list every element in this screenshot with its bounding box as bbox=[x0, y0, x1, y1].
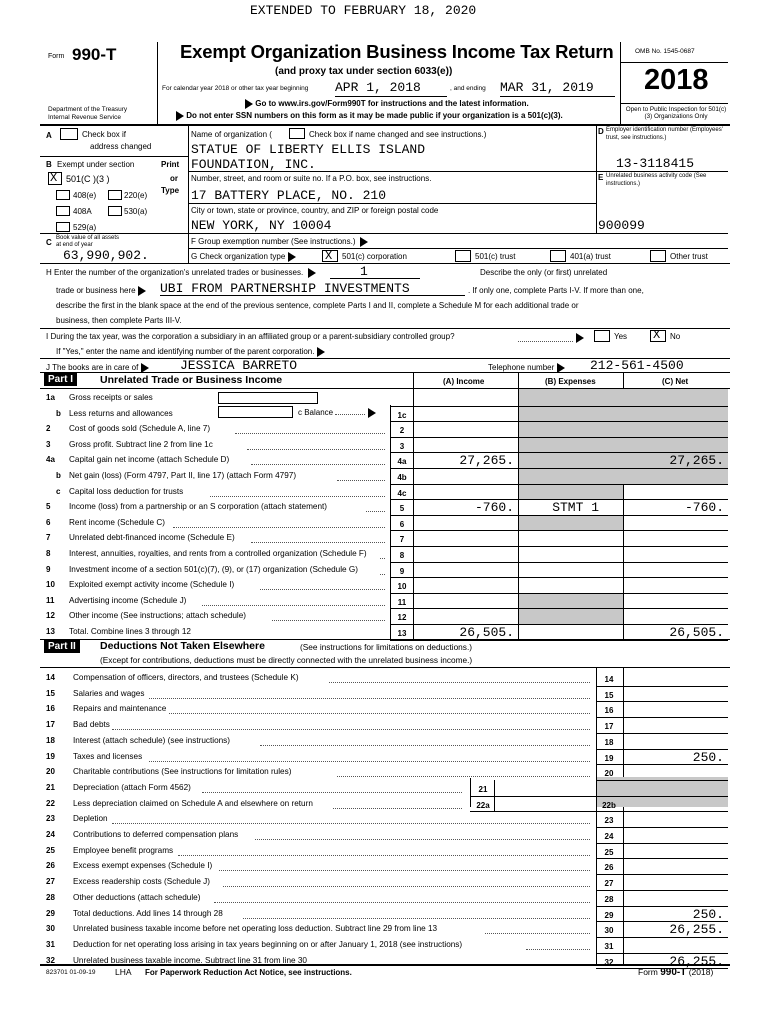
inner-box-number: 22a bbox=[476, 800, 490, 810]
book-value-label1: Book value of all assets bbox=[56, 235, 120, 241]
line-label: Interest (attach schedule) (see instructions) bbox=[73, 735, 230, 745]
line-number: 12 bbox=[46, 611, 55, 621]
ein-label: Employer identification number (Employees' trust, see instructions.) bbox=[606, 127, 723, 141]
dept-line2: Internal Revenue Service bbox=[48, 114, 121, 121]
goto-line bbox=[245, 99, 529, 109]
line-box-number: 9 bbox=[399, 566, 405, 576]
line-box-number: 29 bbox=[604, 910, 614, 920]
and-ending-label: , and ending bbox=[450, 85, 486, 92]
line-box-number: 26 bbox=[604, 863, 614, 873]
i-no-check-mark: X bbox=[653, 328, 661, 342]
j-text: J The books are in care of bbox=[46, 363, 139, 373]
arrow-icon bbox=[288, 252, 296, 262]
deduction-amount: 26,255. bbox=[669, 922, 724, 938]
line-box-number: 25 bbox=[604, 847, 614, 857]
exempt-under-label: Exempt under section bbox=[57, 160, 135, 169]
org-name-line1: STATUE OF LIBERTY ELLIS ISLAND bbox=[191, 142, 426, 157]
line-number: 9 bbox=[46, 564, 51, 574]
line-label: Excess readership costs (Schedule J) bbox=[73, 877, 210, 887]
line-number: 17 bbox=[46, 720, 55, 730]
line-number: 30 bbox=[46, 924, 55, 934]
line-label: Less returns and allowances bbox=[69, 408, 173, 418]
i-arrow bbox=[576, 332, 584, 343]
line-number: 8 bbox=[46, 549, 51, 558]
line-label: Excess exempt expenses (Schedule I) bbox=[73, 861, 213, 871]
line-number: 7 bbox=[46, 533, 51, 543]
f-text: F Group exemption number (See instructions.) bbox=[191, 237, 356, 247]
line-number: 6 bbox=[46, 517, 51, 527]
part2-title: Deductions Not Taken Elsewhere bbox=[100, 640, 265, 652]
phone-number: 212-561-4500 bbox=[590, 358, 684, 373]
line-label: Net gain (loss) (Form 4797, Part II, line 17) (attach Form 4797) bbox=[69, 471, 297, 480]
line-box-number: 17 bbox=[604, 722, 614, 732]
line-number: 31 bbox=[46, 939, 55, 949]
line-label: Capital gain net income (attach Schedule D) bbox=[69, 455, 230, 465]
line-label: Investment income of a section 501(c)(7), (9), or (17) organization (Schedule G) bbox=[69, 564, 358, 574]
h-trade-text: trade or business here bbox=[56, 286, 136, 296]
balance-label bbox=[298, 408, 376, 418]
line-label: Income (loss) from a partnership or an S corporation (attach statement) bbox=[69, 502, 328, 512]
or-label: or bbox=[170, 174, 178, 183]
401a-trust-checkbox[interactable] bbox=[550, 250, 566, 262]
line-number: 14 bbox=[46, 673, 55, 682]
h-text: H Enter the number of the organization's unrelated trades or businesses. bbox=[46, 268, 304, 278]
col-a-header: (A) Income bbox=[443, 377, 485, 386]
deduction-amount: 250. bbox=[692, 749, 724, 765]
line-box-number: 18 bbox=[604, 737, 614, 747]
line-number: 25 bbox=[46, 845, 55, 855]
form-label: Form bbox=[48, 53, 65, 60]
line-label: Cost of goods sold (Schedule A, line 7) bbox=[69, 424, 211, 434]
line-box-number: 22b bbox=[602, 800, 616, 810]
line-number: 13 bbox=[46, 627, 55, 636]
501c-trust-label: 501(c) trust bbox=[475, 252, 516, 261]
net-amount: 27,265. bbox=[669, 453, 724, 469]
line-label: Unrelated business taxable income. Subtract line 31 from line 30 bbox=[73, 955, 307, 965]
letter-e: E bbox=[598, 173, 604, 182]
j-books-name: JESSICA BARRETO bbox=[180, 358, 298, 373]
line-number: 11 bbox=[46, 595, 55, 605]
line-number: 2 bbox=[46, 424, 51, 434]
line-number: 23 bbox=[46, 814, 55, 824]
part2-title-note: (See instructions for limitations on deductions.) bbox=[300, 642, 473, 652]
expenses-amount: STMT 1 bbox=[552, 500, 599, 516]
line-box-number: 30 bbox=[604, 926, 614, 936]
line-box-number: 12 bbox=[397, 613, 407, 623]
line-label: Charitable contributions (See instructions for limitation rules) bbox=[73, 767, 292, 777]
line-label: Repairs and maintenance bbox=[73, 704, 167, 714]
arrow-icon bbox=[576, 333, 584, 343]
line-label: Gross receipts or sales bbox=[69, 393, 153, 402]
line-number: 29 bbox=[46, 908, 55, 918]
line-box-number: 20 bbox=[604, 769, 614, 779]
line-label: Advertising income (Schedule J) bbox=[69, 595, 187, 605]
deduction-amount: 26,255. bbox=[669, 953, 724, 969]
h-line4: business, then complete Parts III-V. bbox=[56, 316, 182, 325]
501c-trust-checkbox[interactable] bbox=[455, 250, 471, 262]
408e-checkbox[interactable] bbox=[56, 190, 70, 200]
deduction-amount: 250. bbox=[692, 906, 724, 922]
line-number: b bbox=[56, 471, 61, 480]
line-box-number: 14 bbox=[604, 675, 614, 684]
letter-d: D bbox=[598, 127, 604, 136]
408a-label: 408A bbox=[73, 207, 92, 216]
line-box-number: 32 bbox=[604, 957, 614, 967]
i-no-label: No bbox=[670, 332, 681, 341]
line-box-number: 23 bbox=[604, 816, 614, 826]
ein-value: 13-3118415 bbox=[616, 156, 695, 171]
footer-form bbox=[638, 967, 713, 978]
inner-box-number: 21 bbox=[478, 784, 488, 794]
line-label: Depletion bbox=[73, 814, 108, 824]
h-describe-label: Describe the only (or first) unrelated bbox=[480, 268, 608, 277]
line-label: Bad debts bbox=[73, 720, 110, 730]
paperwork-notice: For Paperwork Reduction Act Notice, see instructions. bbox=[145, 968, 352, 977]
omb-number: OMB No. 1545-0687 bbox=[635, 48, 695, 55]
h-trade-label bbox=[56, 286, 146, 296]
line-number: 16 bbox=[46, 704, 55, 714]
408a-checkbox[interactable] bbox=[56, 206, 70, 216]
line-label: Total deductions. Add lines 14 through 28 bbox=[73, 908, 223, 918]
501c-label: 501(C )(3 ) bbox=[66, 174, 110, 184]
type-label: Type bbox=[161, 186, 180, 195]
footer-lha: LHA bbox=[115, 967, 132, 977]
gross-receipts-input[interactable] bbox=[218, 392, 318, 404]
line-number: 15 bbox=[46, 688, 55, 698]
line-label: Exploited exempt activity income (Schedule I) bbox=[69, 580, 235, 590]
print-label: Print bbox=[161, 160, 180, 169]
line-box-number: 8 bbox=[399, 551, 405, 560]
arrow-icon bbox=[308, 268, 316, 278]
tax-year: 2018 bbox=[644, 64, 709, 96]
i-line2-text: If "Yes," enter the name and identifying number of the parent corporation. bbox=[56, 347, 315, 357]
letter-b: B bbox=[46, 160, 52, 169]
line-label: Total. Combine lines 3 through 12 bbox=[69, 627, 191, 636]
501c-check-mark: X bbox=[50, 171, 58, 185]
529a-checkbox[interactable] bbox=[56, 222, 70, 232]
line-label: Unrelated business taxable income before net operating loss deduction. Subtract line 29 from line 13 bbox=[73, 924, 438, 934]
address-label: Number, street, and room or suite no. If a P.O. box, see instructions. bbox=[191, 174, 432, 183]
line-number: 32 bbox=[46, 955, 55, 965]
end-date: MAR 31, 2019 bbox=[500, 80, 594, 95]
line-box-number: 4a bbox=[397, 457, 407, 467]
shaded-area-2 bbox=[519, 484, 623, 500]
line-box-number: 31 bbox=[604, 941, 614, 951]
balance-text: c Balance bbox=[298, 408, 334, 418]
name-changed-checkbox[interactable] bbox=[289, 128, 305, 139]
line-label: Salaries and wages bbox=[73, 688, 145, 698]
ssn-line bbox=[176, 111, 563, 121]
line-number: 28 bbox=[46, 892, 55, 902]
begin-date: APR 1, 2018 bbox=[335, 80, 421, 95]
ssn-text: Do not enter SSN numbers on this form as it may be made public if your organization is a 501(c)(3). bbox=[186, 111, 563, 121]
form-number: 990-T bbox=[72, 45, 117, 64]
part2-subnote: (Except for contributions, deductions must be directly connected with the unrelated business income.) bbox=[100, 655, 473, 665]
line-box-number: 19 bbox=[604, 753, 614, 763]
arrow-icon bbox=[317, 347, 325, 357]
check-label1: Check box if bbox=[82, 130, 127, 139]
line-box-number: 16 bbox=[604, 706, 614, 716]
line-number: 18 bbox=[46, 735, 55, 745]
col-b-header: (B) Expenses bbox=[545, 377, 596, 386]
line-box-number: 1c bbox=[397, 410, 407, 420]
501c-corp-label: 501(c) corporation bbox=[342, 252, 407, 261]
line-box-number: 15 bbox=[604, 690, 614, 700]
530a-label: 530(a) bbox=[124, 207, 148, 216]
part1-label: Part I bbox=[44, 373, 77, 386]
income-amount: 27,265. bbox=[459, 453, 514, 469]
line-box-number: 4c bbox=[397, 488, 407, 498]
line-label: Depreciation (attach Form 4562) bbox=[73, 782, 191, 792]
footer-code: 823701 01-09-19 bbox=[46, 969, 96, 976]
line-box-number: 5 bbox=[399, 504, 405, 514]
line-label: Taxes and licenses bbox=[73, 751, 143, 761]
line-label: Less depreciation claimed on Schedule A and elsewhere on return bbox=[73, 798, 313, 808]
line-label: Interest, annuities, royalties, and rents from a controlled organization (Schedule F) bbox=[69, 549, 367, 558]
org-city: NEW YORK, NY 10004 bbox=[191, 218, 332, 233]
line-number: 20 bbox=[46, 767, 55, 777]
h-business-count: 1 bbox=[360, 264, 368, 279]
letter-c: C bbox=[46, 238, 52, 247]
col-c-header: (C) Net bbox=[662, 377, 689, 386]
book-value: 63,990,902. bbox=[63, 248, 149, 263]
extended-note: EXTENDED TO FEBRUARY 18, 2020 bbox=[250, 3, 477, 18]
form-subtitle: (and proxy tax under section 6033(e)) bbox=[275, 66, 453, 77]
line-box-number: 27 bbox=[604, 879, 614, 889]
220e-label: 220(e) bbox=[124, 191, 148, 200]
h-business-description: UBI FROM PARTNERSHIP INVESTMENTS bbox=[160, 281, 410, 296]
arrow-icon bbox=[176, 111, 184, 121]
line-label: Other income (See instructions; attach schedule) bbox=[69, 611, 247, 621]
net-amount: -760. bbox=[684, 500, 724, 516]
line-number: c bbox=[56, 486, 61, 496]
footer-form-label: Form bbox=[638, 967, 658, 977]
group-exemption-label bbox=[191, 237, 368, 247]
line-label: Capital loss deduction for trusts bbox=[69, 486, 184, 496]
income-amount: 26,505. bbox=[459, 625, 514, 640]
401a-trust-label: 401(a) trust bbox=[570, 252, 611, 261]
g-text: G Check organization type bbox=[191, 252, 286, 262]
line-box-number: 24 bbox=[604, 832, 614, 841]
220e-checkbox[interactable] bbox=[108, 190, 122, 200]
arrow-icon bbox=[245, 99, 253, 109]
i-question: I During the tax year, was the corporation a subsidiary in an affiliated group or a parent-subsidiary controlled group? bbox=[46, 332, 455, 341]
name-changed-label: Check box if name changed and see instructions.) bbox=[309, 130, 487, 139]
408e-label: 408(e) bbox=[73, 191, 97, 200]
line-number: 27 bbox=[46, 877, 55, 887]
phone-label-text: Telephone number bbox=[488, 363, 555, 373]
line-box-number: 2 bbox=[399, 426, 405, 436]
h-question bbox=[46, 268, 316, 278]
activity-code-label: Unrelated business activity code (See instructions.) bbox=[606, 173, 707, 187]
line-number: b bbox=[56, 408, 61, 418]
arrow-icon bbox=[360, 237, 368, 247]
line-number: 3 bbox=[46, 439, 51, 449]
line-number: 21 bbox=[46, 782, 55, 792]
line-number: 19 bbox=[46, 751, 55, 761]
goto-text: Go to www.irs.gov/Form990T for instructions and the latest information. bbox=[255, 99, 529, 109]
form-title: Exempt Organization Business Income Tax Return bbox=[180, 41, 614, 62]
line-number: 24 bbox=[46, 830, 55, 839]
org-name-label: Name of organization ( bbox=[191, 130, 272, 139]
529a-label: 529(a) bbox=[73, 223, 97, 232]
line-label: Employee benefit programs bbox=[73, 845, 174, 855]
line-box-number: 13 bbox=[397, 629, 407, 638]
line-box-number: 28 bbox=[604, 894, 614, 904]
activity-code: 900099 bbox=[598, 218, 645, 233]
net-amount: 26,505. bbox=[669, 625, 724, 640]
org-name-line2: FOUNDATION, INC. bbox=[191, 157, 316, 172]
shaded-area-3 bbox=[519, 516, 623, 531]
other-trust-checkbox[interactable] bbox=[650, 250, 666, 262]
calendar-line: For calendar year 2018 or other tax year beginning bbox=[162, 85, 309, 92]
line-number: 5 bbox=[46, 502, 51, 512]
arrow-icon bbox=[368, 408, 376, 418]
letter-a: A bbox=[46, 131, 52, 140]
income-amount: -760. bbox=[474, 500, 514, 516]
footer-year: (2018) bbox=[688, 967, 714, 977]
line-number: 26 bbox=[46, 861, 55, 871]
line-number: 4a bbox=[46, 455, 55, 465]
h-line3: describe the first in the blank space at the end of the previous sentence, complete Parts I and II, complete a Schedule M for each additional trade or bbox=[56, 301, 579, 310]
line-label: Other deductions (attach schedule) bbox=[73, 892, 201, 902]
line-box-number: 4b bbox=[397, 473, 407, 482]
footer-form-number: 990-T bbox=[660, 967, 687, 978]
i-yes-checkbox[interactable] bbox=[594, 330, 610, 342]
i-line2 bbox=[56, 347, 325, 357]
address-changed-checkbox[interactable] bbox=[60, 128, 78, 140]
line-box-number: 3 bbox=[399, 441, 405, 451]
returns-allowances-input[interactable] bbox=[218, 406, 293, 418]
line-label: Unrelated debt-financed income (Schedule E) bbox=[69, 533, 235, 543]
part2-label: Part II bbox=[44, 640, 80, 653]
open-to-public: Open to Public Inspection for 501(c)(3) Organizations Only bbox=[625, 106, 727, 120]
line-box-number: 11 bbox=[397, 597, 407, 607]
dept-line1: Department of the Treasury bbox=[48, 106, 128, 113]
i-yes-label: Yes bbox=[614, 332, 628, 341]
501c-corp-check-mark: X bbox=[325, 249, 333, 263]
line-label: Rent income (Schedule C) bbox=[69, 517, 166, 527]
line-number: 22 bbox=[46, 798, 55, 808]
h-line2-suffix: . If only one, complete Parts I-V. If more than one, bbox=[468, 286, 644, 295]
book-value-label2: at end of year bbox=[56, 242, 93, 248]
city-label: City or town, state or province, country, and ZIP or foreign postal code bbox=[191, 206, 439, 215]
org-type-label bbox=[191, 252, 296, 262]
line-label: Gross profit. Subtract line 2 from line 1c bbox=[69, 439, 213, 449]
line-label: Contributions to deferred compensation plans bbox=[73, 830, 239, 839]
line-number: 10 bbox=[46, 580, 55, 590]
org-address: 17 BATTERY PLACE, NO. 210 bbox=[191, 188, 387, 203]
line-box-number: 6 bbox=[399, 519, 405, 529]
530a-checkbox[interactable] bbox=[108, 206, 122, 216]
line-number: 1a bbox=[46, 393, 55, 402]
arrow-icon bbox=[138, 286, 146, 296]
line-box-number: 10 bbox=[397, 582, 407, 592]
line-label: Compensation of officers, directors, and trustees (Schedule K) bbox=[73, 673, 299, 682]
part1-title: Unrelated Trade or Business Income bbox=[100, 374, 283, 386]
other-trust-label: Other trust bbox=[670, 252, 708, 261]
line-label: Deduction for net operating loss arising in tax years beginning on or after January 1, 2018 (see instructions) bbox=[73, 939, 463, 949]
check-label2: address changed bbox=[90, 142, 152, 151]
line-box-number: 7 bbox=[399, 535, 405, 545]
